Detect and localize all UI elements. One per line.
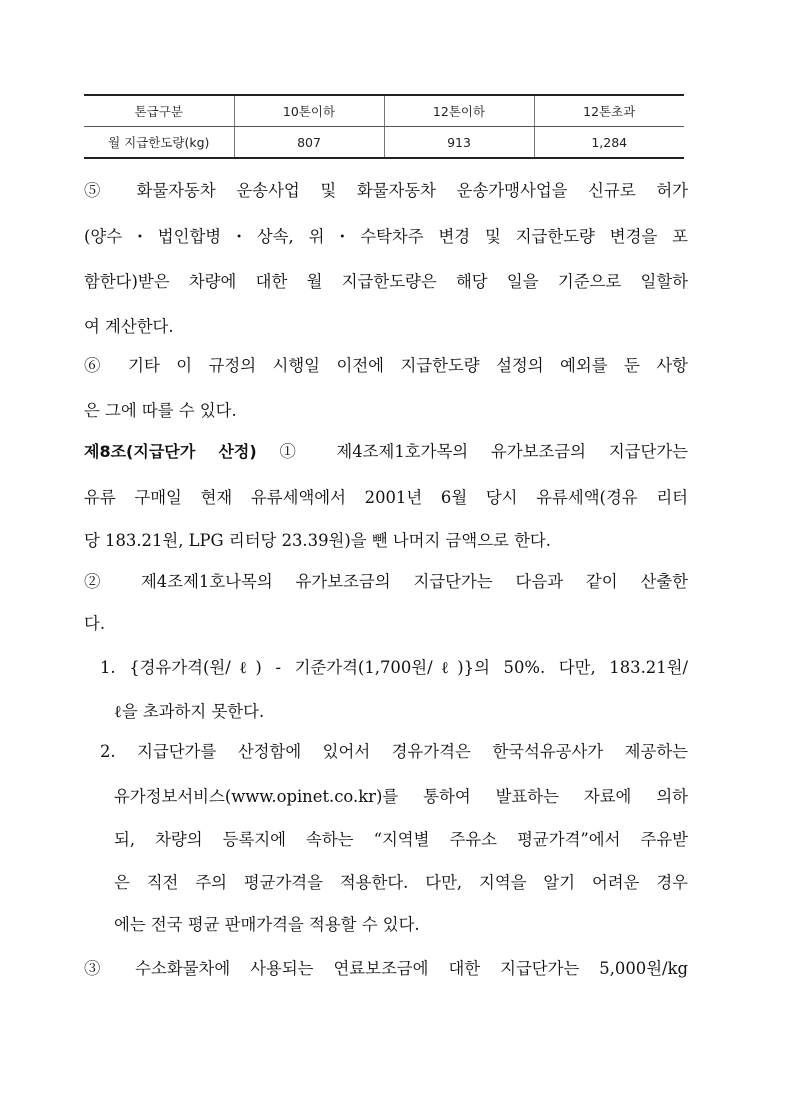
- table-header-row: [84, 95, 684, 127]
- article-8-heading: 제8조(지급단가 산정): [84, 442, 257, 461]
- article-8-line: 유류 구매일 현재 유류세액에서 2001년 6월 당시 유류세액(경유 리터: [84, 488, 688, 507]
- paragraph-6-line: ⑥ 기타 이 규정의 시행일 이전에 지급한도량 설정의 예외를 둔 사항: [84, 356, 688, 375]
- table-cell: 807: [234, 127, 384, 159]
- paragraph-6-line: 은 그에 따를 수 있다.: [84, 401, 237, 420]
- table-header-cell: 12톤이하: [384, 95, 534, 127]
- article-8-first-line: [84, 441, 688, 463]
- item-2-line: 되, 차량의 등록지에 속하는 “지역별 주유소 평균가격”에서 주유받: [114, 830, 688, 849]
- table-row: [84, 127, 684, 159]
- paragraph-5-line: (양수・법인합병・상속, 위・수탁차주 변경 및 지급한도량 변경을 포: [84, 227, 688, 246]
- item-2-line: 유가정보서비스(www.opinet.co.kr)를 통하여 발표하는 자료에 의하: [114, 787, 688, 806]
- table-header-cell: 10톤이하: [234, 95, 384, 127]
- item-2-line: 에는 전국 평균 판매가격을 적용할 수 있다.: [114, 915, 420, 934]
- paragraph-3-line: ③ 수소화물차에 사용되는 연료보조금에 대한 지급단가는 5,000원/kg: [84, 959, 688, 978]
- fuel-limit-table: [84, 94, 684, 159]
- table-cell: 913: [384, 127, 534, 159]
- paragraph-2-line: 다.: [84, 614, 106, 633]
- paragraph-5-line: ⑤ 화물자동차 운송사업 및 화물자동차 운송가맹사업을 신규로 허가: [84, 181, 688, 200]
- table-header-cell: 톤급구분: [84, 95, 234, 127]
- paragraph-5-line: 여 계산한다.: [84, 317, 174, 336]
- article-8-line: 당 183.21원, LPG 리터당 23.39원)을 뺀 나머지 금액으로 한다.: [84, 531, 551, 550]
- item-2-line: 은 직전 주의 평균가격을 적용한다. 다만, 지역을 알기 어려운 경우: [114, 873, 688, 892]
- paragraph-5-line: 함한다)받은 차량에 대한 월 지급한도량은 해당 일을 기준으로 일할하: [84, 272, 688, 291]
- item-2-line: 2. 지급단가를 산정함에 있어서 경유가격은 한국석유공사가 제공하는: [100, 742, 688, 761]
- article-8-first-line-text: ① 제4조제1호가목의 유가보조금의 지급단가는: [279, 442, 688, 461]
- table-header-cell: 12톤초과: [534, 95, 684, 127]
- table-cell: 1,284: [534, 127, 684, 159]
- item-1-line: 1. {경유가격(원/ℓ) - 기준가격(1,700원/ℓ)}의 50%. 다만, 183.21원/: [100, 658, 688, 677]
- paragraph-2-line: ② 제4조제1호나목의 유가보조금의 지급단가는 다음과 같이 산출한: [84, 572, 688, 591]
- item-1-line: ℓ을 초과하지 못한다.: [114, 702, 265, 721]
- table-cell: 월 지급한도량(kg): [84, 127, 234, 159]
